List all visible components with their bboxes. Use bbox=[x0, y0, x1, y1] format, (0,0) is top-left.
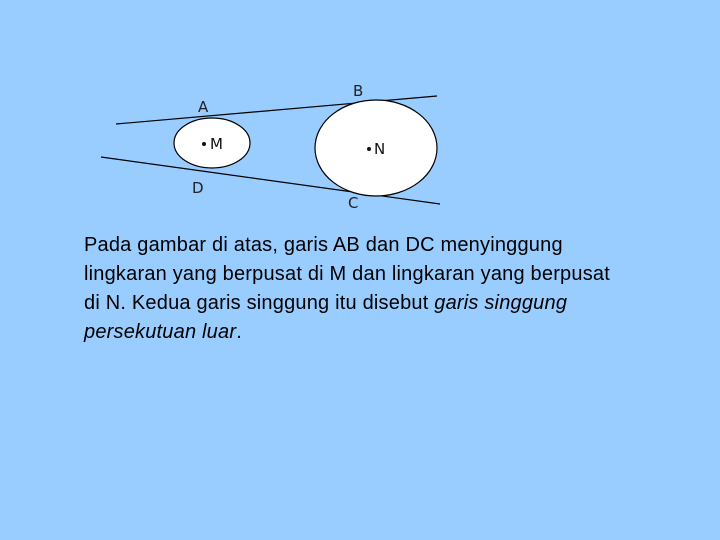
point-label-b: B bbox=[353, 82, 364, 100]
center-label-n: N bbox=[374, 140, 386, 158]
caption-text bbox=[84, 231, 624, 347]
caption-italic-term: garis singgung persekutuan luar bbox=[84, 292, 568, 343]
point-label-a: A bbox=[198, 98, 209, 116]
point-label-d: D bbox=[192, 179, 204, 197]
center-dot-n bbox=[367, 147, 371, 151]
center-label-m: M bbox=[210, 135, 223, 153]
caption-text-part2: . bbox=[236, 321, 242, 343]
caption-text-part1: Pada gambar di atas, garis AB dan DC menyinggung lingkaran yang berpusat di M dan lingkaran yang berpusat di N. Kedua garis singgung itu disebut bbox=[84, 234, 610, 314]
point-label-c: C bbox=[348, 194, 359, 212]
center-dot-m bbox=[202, 142, 206, 146]
